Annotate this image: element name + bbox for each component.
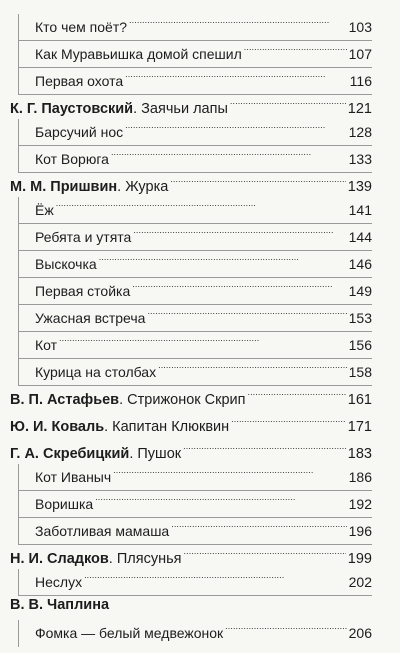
toc-entry-title: Фомка — белый медвежонок	[35, 625, 224, 641]
dot-leader	[84, 569, 347, 587]
dot-leader	[59, 332, 347, 350]
toc-entry[interactable]	[18, 620, 372, 647]
toc-entry[interactable]	[18, 359, 372, 386]
author-name: Н. И. Сладков	[10, 551, 109, 567]
toc-entry-title: Первая охота	[35, 73, 124, 89]
author-name: М. М. Пришвин	[10, 179, 118, 195]
toc-entry[interactable]	[18, 197, 372, 224]
toc-entry-page: 133	[348, 151, 372, 167]
toc-entry-title: Выскочка	[35, 256, 97, 272]
dot-leader	[184, 545, 346, 563]
toc-entry-page: 199	[347, 551, 372, 567]
toc-entry-page: 107	[348, 46, 372, 62]
toc-entry[interactable]	[18, 464, 372, 491]
dot-leader	[183, 440, 346, 458]
toc-author-entry[interactable]	[10, 173, 372, 197]
toc-entry-page: 144	[348, 229, 372, 245]
toc-entry-page: 161	[347, 392, 372, 408]
author-name: Ю. И. Коваль	[10, 419, 105, 435]
toc-entry-page: 121	[347, 101, 372, 117]
toc-entry-page: 196	[348, 523, 372, 539]
dot-leader	[170, 173, 345, 191]
toc-entry[interactable]	[18, 68, 372, 95]
toc-entry-title: Курица на столбах	[35, 364, 157, 380]
toc-entry[interactable]	[18, 224, 372, 251]
toc-entry[interactable]	[18, 278, 372, 305]
dot-leader	[171, 518, 346, 536]
toc-entry-page: 156	[348, 337, 372, 353]
dot-leader	[132, 278, 346, 296]
toc-author-entry[interactable]	[10, 545, 372, 569]
toc-entry-title: Заботливая мамаша	[35, 523, 170, 539]
toc-entry-title: Неслух	[35, 574, 83, 590]
toc-entry-page: 103	[348, 19, 372, 35]
dot-leader	[111, 146, 347, 164]
toc-entry-title: Кто чем поёт?	[35, 19, 128, 35]
dot-leader	[129, 14, 347, 32]
dot-leader	[147, 305, 346, 323]
author-name: В. В. Чаплина	[10, 597, 110, 613]
toc-entry-title: Первая стойка	[35, 283, 131, 299]
toc-entry-page: 183	[347, 446, 372, 462]
toc-entry-title: Барсучий нос	[35, 124, 124, 140]
toc-entry-page: 128	[348, 124, 372, 140]
toc-author-entry[interactable]	[10, 596, 372, 620]
dot-leader	[113, 464, 346, 482]
toc-entry-page: 171	[347, 419, 372, 435]
toc-entry[interactable]	[18, 146, 372, 173]
toc-entry-title: . Пушок	[129, 446, 182, 462]
toc-entry-page: 149	[348, 283, 372, 299]
author-name: В. П. Астафьев	[10, 392, 120, 408]
dot-leader	[230, 95, 346, 113]
dot-leader	[56, 197, 347, 215]
dot-leader	[158, 359, 347, 377]
toc-entry-title: Ужасная встреча	[35, 310, 146, 326]
dot-leader	[244, 41, 347, 59]
toc-entry-title: Ёж	[35, 202, 54, 218]
toc-entry-page: 153	[348, 310, 372, 326]
toc-entry[interactable]	[18, 569, 372, 596]
toc-entry[interactable]	[18, 305, 372, 332]
toc-entry-title: . Стрижонок Скрип	[119, 392, 246, 408]
toc-entry-page: 202	[348, 574, 372, 590]
toc-entry-page: 206	[348, 625, 372, 641]
dot-leader	[225, 620, 346, 638]
toc-entry-title: Воришка	[35, 496, 94, 512]
author-name: К. Г. Паустовский	[10, 101, 134, 117]
toc-entry[interactable]	[18, 119, 372, 146]
toc-entry-title: Ребята и утята	[35, 229, 132, 245]
dot-leader	[247, 386, 345, 404]
toc-entry-page: 141	[348, 202, 372, 218]
toc-entry-page: 139	[347, 179, 372, 195]
toc-entry-page: 192	[348, 496, 372, 512]
toc-entry-title: Кот Ворюга	[35, 151, 109, 167]
dot-leader	[95, 491, 346, 509]
toc-entry-page: 116	[349, 73, 372, 89]
toc-entry[interactable]	[18, 518, 372, 545]
dot-leader	[125, 68, 348, 86]
dot-leader	[231, 413, 346, 431]
toc-entry[interactable]	[18, 14, 372, 41]
toc-entry-page: 158	[348, 364, 372, 380]
toc-entry-page: 186	[348, 469, 372, 485]
toc-entry-title: Кот	[35, 337, 58, 353]
toc-entry-title: . Плясунья	[108, 551, 182, 567]
toc-entry-title: . Журка	[117, 179, 169, 195]
dot-leader	[125, 119, 347, 137]
toc-entry-page: 146	[348, 256, 372, 272]
dot-leader	[99, 251, 347, 269]
toc-entry-title: Кот Иваныч	[35, 469, 112, 485]
toc-entry[interactable]	[18, 251, 372, 278]
toc-entry[interactable]	[18, 332, 372, 359]
dot-leader	[133, 224, 346, 242]
toc-author-entry[interactable]	[10, 95, 372, 119]
toc-entry-title: . Капитан Клюквин	[104, 419, 230, 435]
toc-author-entry[interactable]	[10, 413, 372, 437]
toc-entry-title: Как Муравьишка домой спешил	[35, 46, 242, 62]
toc-entry[interactable]	[18, 41, 372, 68]
author-name: Г. А. Скребицкий	[10, 446, 130, 462]
toc-author-entry[interactable]	[10, 440, 372, 464]
toc-entry[interactable]	[18, 491, 372, 518]
toc-entry-title: . Заячьи лапы	[133, 101, 228, 117]
toc-author-entry[interactable]	[10, 386, 372, 410]
